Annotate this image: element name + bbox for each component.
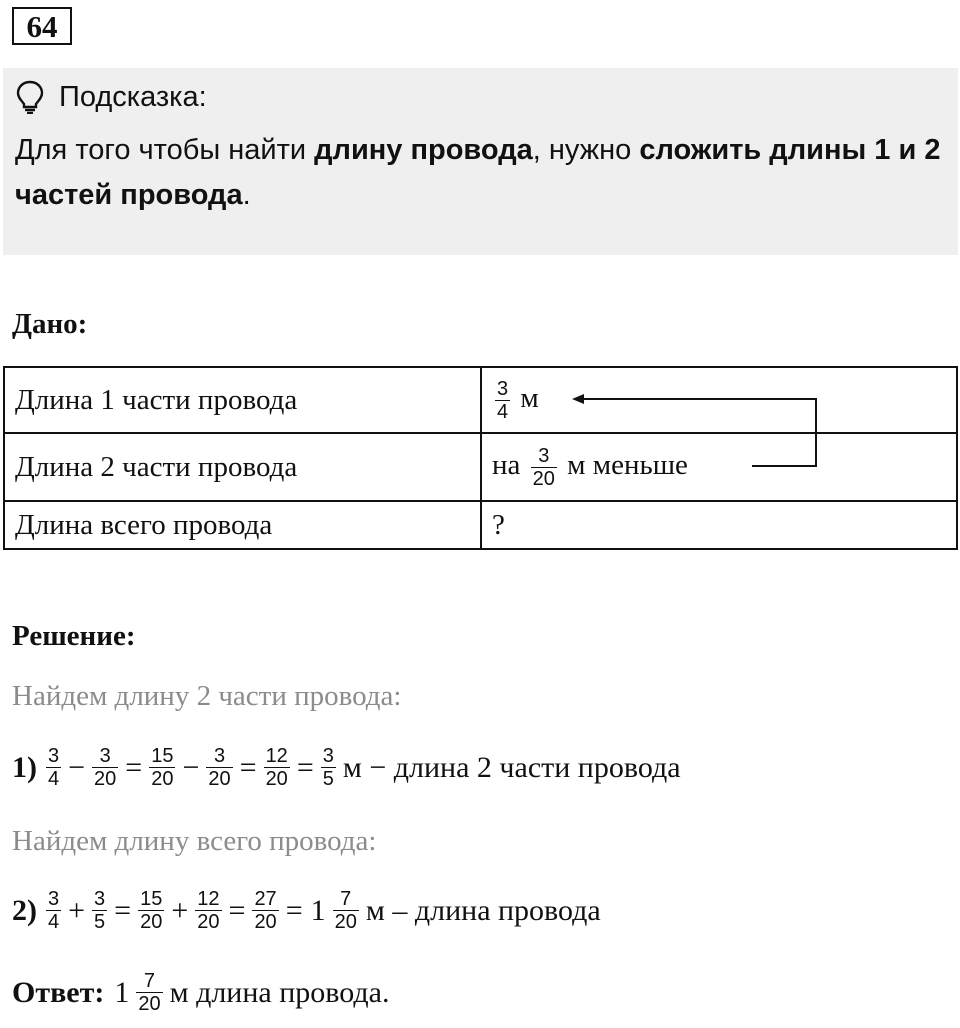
given-row-label: Длина 2 части провода	[4, 433, 481, 501]
math-operator: −	[68, 750, 86, 784]
table-row	[4, 367, 957, 433]
hint-emphasis: сложить длины 1 и 2 частей провода	[15, 134, 941, 211]
fraction: $\frac{12}{20}$	[265, 745, 288, 790]
math-operator: =	[125, 750, 143, 784]
fraction: $\frac{3}{20}$	[532, 444, 555, 490]
fraction: $\frac{3}{20}$	[208, 745, 231, 790]
step-tail: м – длина провода	[365, 893, 601, 927]
given-row-label: Длина 1 части провода	[4, 367, 481, 433]
fraction: $\frac{3}{4}$	[48, 745, 60, 790]
hint-text	[15, 128, 945, 218]
fraction: $\frac{15}{20}$	[140, 888, 163, 933]
hint-title-row	[15, 80, 207, 114]
fraction: $\frac{15}{20}$	[151, 745, 174, 790]
math-operator: 1	[310, 893, 326, 927]
math-operator: =	[296, 750, 314, 784]
fraction: $\frac{7}{20}$	[334, 888, 357, 933]
math-operator: +	[171, 893, 189, 927]
hint-title: Подсказка:	[59, 80, 207, 113]
given-label: Дано:	[12, 308, 88, 340]
given-table	[3, 366, 958, 550]
math-operator: =	[114, 893, 132, 927]
step-tail: м − длина 2 части провода	[342, 750, 681, 784]
given-row-value	[481, 433, 957, 501]
step2-expression	[12, 888, 605, 933]
math-operator: =	[228, 893, 246, 927]
fraction: $\frac{3}{5}$	[94, 888, 106, 933]
step1-expression	[12, 745, 685, 790]
hint-segment: Для того чтобы найти	[15, 134, 315, 166]
step1-intro: Найдем длину 2 части провода:	[12, 680, 402, 712]
solution-label: Решение:	[12, 620, 136, 652]
lightbulb-icon	[15, 80, 45, 114]
given-row-value: ?	[481, 501, 957, 549]
unit-text: м	[520, 381, 539, 414]
step-number: 1)	[12, 750, 37, 784]
math-operator: =	[285, 893, 303, 927]
fraction: $\frac{3}{5}$	[322, 745, 334, 790]
fraction: $\frac{3}{20}$	[94, 745, 117, 790]
step2-intro: Найдем длину всего провода:	[12, 825, 377, 857]
table-row	[4, 433, 957, 501]
fraction: $\frac{12}{20}$	[197, 888, 220, 933]
hint-segment: .	[242, 179, 251, 211]
given-row-label: Длина всего провода	[4, 501, 481, 549]
math-operator: −	[182, 750, 200, 784]
hint-emphasis: длину провода	[314, 134, 533, 166]
math-operator: =	[239, 750, 257, 784]
fraction: $\frac{27}{20}$	[254, 888, 277, 933]
answer-label: Ответ:	[12, 975, 105, 1009]
step-number: 2)	[12, 893, 37, 927]
problem-number: 64	[12, 7, 72, 45]
suffix-text: м меньше	[567, 448, 688, 481]
prefix-text: на	[492, 448, 521, 481]
fraction: $\frac{7}{20}$	[138, 970, 161, 1015]
hint-segment: , нужно	[532, 134, 640, 166]
hint-box	[3, 68, 958, 255]
fraction: $\frac{3}{4}$	[497, 377, 509, 423]
answer-tail: м длина провода.	[169, 975, 390, 1009]
table-row	[4, 501, 957, 549]
given-row-value	[481, 367, 957, 433]
answer-whole: 1	[114, 975, 130, 1009]
math-operator: +	[68, 893, 86, 927]
answer-line	[12, 970, 393, 1015]
fraction: $\frac{3}{4}$	[48, 888, 60, 933]
